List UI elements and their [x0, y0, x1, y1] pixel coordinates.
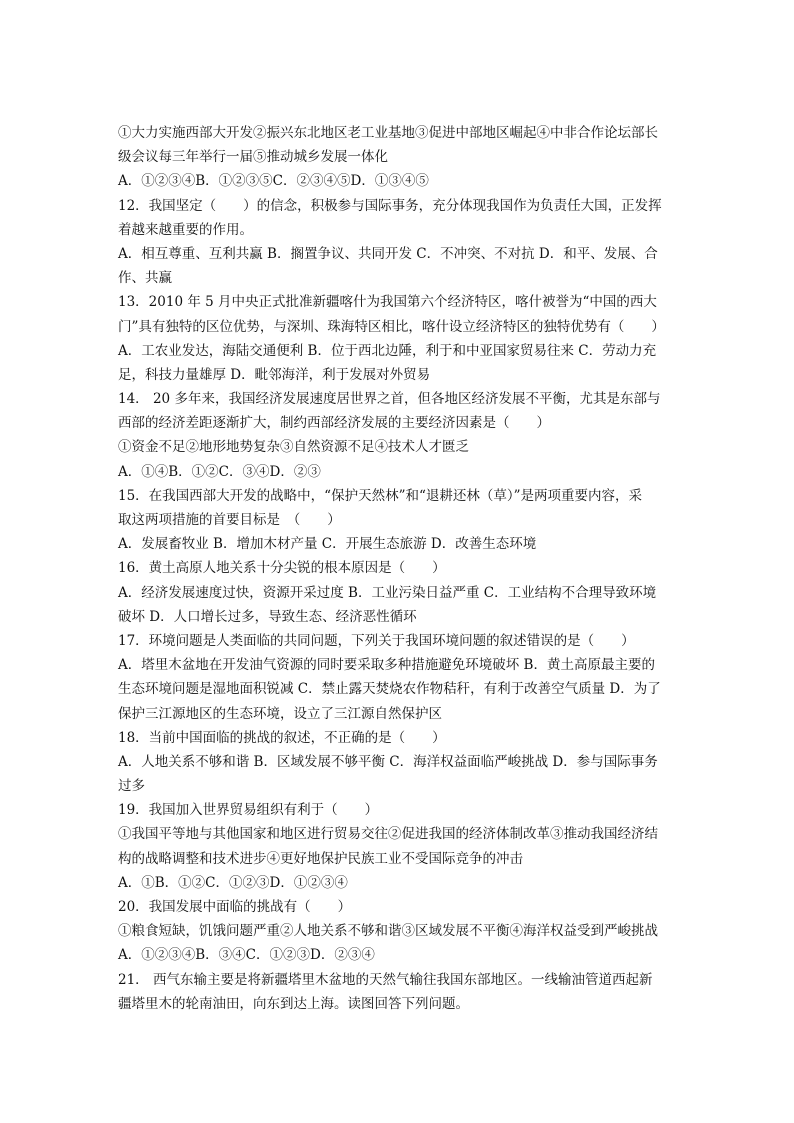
text-line: 门”具有独特的区位优势，与深圳、珠海特区相比，喀什设立经济特区的独特优势有（ ）	[118, 318, 665, 335]
text-line: 着越来越重要的作用。	[118, 221, 253, 238]
text-line: 过多	[118, 778, 145, 795]
text-line: A．人地关系不够和谐 B．区域发展不够平衡 C．海洋权益面临严峻挑战 D．参与国际事务	[118, 753, 658, 770]
text-line: 21． 西气东输主要是将新疆塔里木盆地的天然气输往我国东部地区。一线输油管道西起新	[118, 971, 653, 988]
text-line: A．①B．①②C．①②③D．①②③④	[118, 874, 348, 891]
text-line: 20．我国发展中面临的挑战有（ ）	[118, 899, 352, 915]
text-line: 17．环境问题是人类面临的共同问题，下列关于我国环境问题的叙述错误的是（ ）	[118, 632, 635, 649]
text-line: 取这两项措施的首要目标是 （ ）	[118, 512, 341, 528]
text-line: 19．我国加入世界贸易组织有利于（ ）	[118, 802, 379, 819]
text-line: 破坏 D．人口增长过多，导致生态、经济恶性循环	[118, 608, 417, 625]
text-line: 生态环境问题是湿地面积锐减 C．禁止露天焚烧农作物秸秆，有利于改善空气质量 D．为了	[118, 681, 661, 698]
text-line: A．相互尊重、互利共赢 B．搁置争议、共同开发 C．不冲突、不对抗 D．和平、发展、合	[118, 245, 658, 262]
text-line: A．①②③④B．①②③⑤C．②③④⑤D．①③④⑤	[118, 173, 429, 190]
text-line: A．①④B．①②C．③④D．②③	[118, 463, 321, 480]
text-line: 15．在我国西部大开发的战略中，“保护天然林”和“退耕还林（草）”是两项重要内容，采	[118, 487, 643, 504]
text-line: 12．我国坚定（ ）的信念，积极参与国际事务，充分体现我国作为负责任大国，正发挥	[118, 197, 662, 214]
text-line: 构的战略调整和技术进步④更好地保护民族工业不受国际竞争的冲击	[118, 850, 523, 867]
text-line: 14． 20 多年来，我国经济发展速度居世界之首，但各地区经济发展不平衡，尤其是东部与	[118, 391, 661, 408]
text-line: ①资金不足②地形地势复杂③自然资源不足④技术人才匮乏	[118, 439, 469, 456]
text-line: 18．当前中国面临的挑战的叙述，不正确的是（ ）	[118, 729, 446, 746]
text-line: ①粮食短缺，饥饿问题严重②人地关系不够和谐③区域发展不平衡④海洋权益受到严峻挑战	[118, 923, 658, 940]
text-line: A．工农业发达，海陆交通便利 B．位于西北边陲，利于和中亚国家贸易往来 C．劳动力充	[118, 342, 657, 359]
text-line: ①我国平等地与其他国家和地区进行贸易交往②促进我国的经济体制改革③推动我国经济结	[118, 826, 658, 843]
text-line: A．①②③④B．③④C．①②③D．②③④	[118, 947, 375, 964]
document-page	[118, 121, 676, 1016]
text-line: 作、共赢	[118, 270, 172, 287]
text-line: A．塔里木盆地在开发油气资源的同时要采取多种措施避免环境破坏 B．黄土高原最主要的	[118, 657, 655, 674]
text-line: 西部的经济差距逐渐扩大，制约西部经济发展的主要经济因素是（ ）	[118, 415, 550, 432]
text-line: ①大力实施西部大开发②振兴东北地区老工业基地③促进中部地区崛起④中非合作论坛部长	[118, 125, 658, 141]
text-line: A．发展畜牧业 B．增加木材产量 C．开展生态旅游 D．改善生态环境	[118, 536, 537, 553]
text-line: 13．2010 年 5 月中央正式批准新疆喀什为我国第六个经济特区，喀什被誉为“中国的西大	[118, 294, 657, 311]
text-line: 级会议每三年举行一届⑤推动城乡发展一体化	[118, 149, 388, 166]
text-line: 疆塔里木的轮南油田，向东到达上海。读图回答下列问题。	[118, 995, 469, 1012]
text-line: 足，科技力量雄厚 D．毗邻海洋，利于发展对外贸易	[118, 366, 431, 383]
text-line: 16．黄土高原人地关系十分尖锐的根本原因是（ ）	[118, 560, 446, 577]
text-line: A．经济发展速度过快，资源开采过度 B．工业污染日益严重 C．工业结构不合理导致环境	[118, 584, 657, 601]
text-line: 保护三江源地区的生态环境，设立了三江源自然保护区	[118, 705, 442, 722]
